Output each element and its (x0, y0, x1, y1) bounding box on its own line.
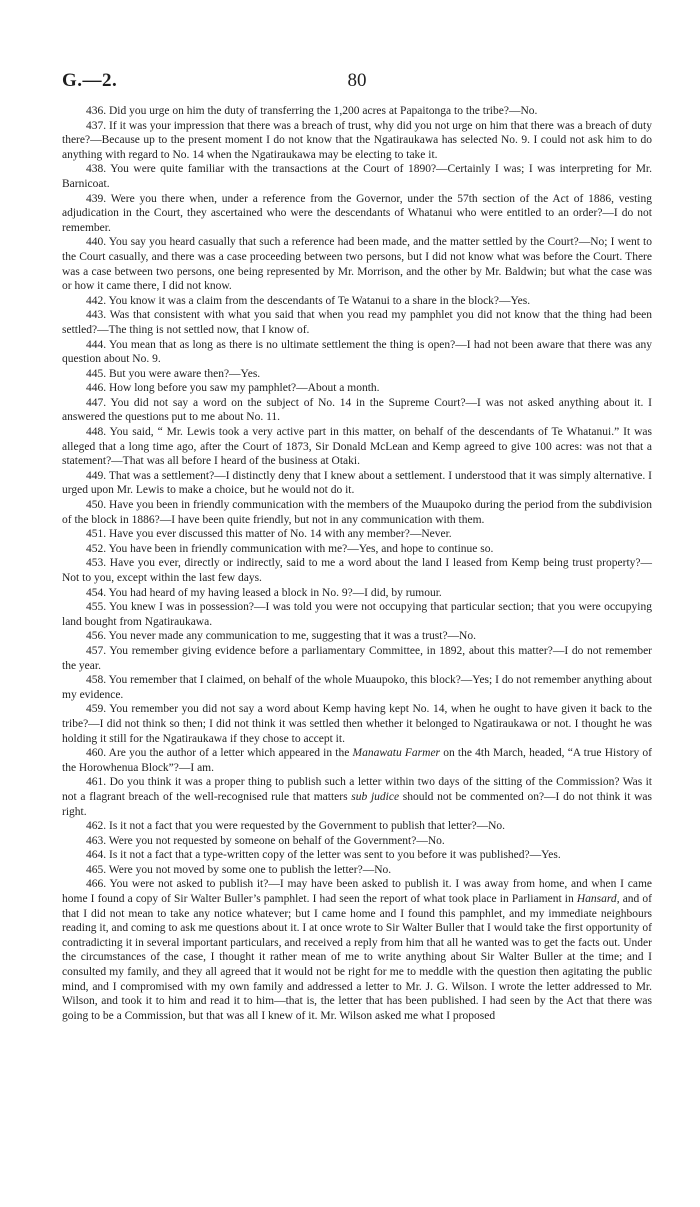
question-answer-paragraph: 461. Do you think it was a proper thing to publish such a letter within two days of the sitting of the Commission? Was it not a flagrant breach of the well-recognised rule that matters sub judice should not be commented on?—I do not think it was right. (62, 776, 652, 818)
question-answer-paragraph: 445. But you were aware then?—Yes. (86, 367, 261, 380)
question-answer-paragraph: 463. Were you not requested by someone on behalf of the Government?—No. (86, 834, 445, 847)
question-answer-paragraph: 436. Did you urge on him the duty of transferring the 1,200 acres at Papaitonga to the tribe?—No. (86, 105, 538, 117)
question-answer-paragraph: 440. You say you heard casually that such a reference had been made, and the matter settled by the Court?—No; I went to the Court casually, and there was a case proceeding between two persons, but I did not know what was before the Court. There was a case between two persons, one being represented by Mr. Morrison, and the other by Mr. Baldwin; but what the case was or how it came there, I did not know. (62, 236, 652, 293)
question-answer-paragraph: 454. You had heard of my having leased a block in No. 9?—I did, by rumour. (86, 586, 442, 599)
question-answer-paragraph: 437. If it was your impression that there was a breach of trust, why did you not urge on him that there was a breach of duty there?—Because up to the present moment I do not know that the Ngatiraukawa has selected No. 9. I could not ask him to do anything with regard to No. 14 when the Ngatiraukawa may be electing to take it. (62, 119, 652, 161)
question-answer-paragraph: 450. Have you been in friendly communication with the members of the Muaupoko during the period from the subdivision of the block in 1886?—I have been quite friendly, but not in any communication with them. (62, 499, 652, 526)
question-answer-paragraph: 458. You remember that I claimed, on behalf of the whole Muaupoko, this block?—Yes; I do not remember anything about my evidence. (62, 674, 652, 701)
question-answer-paragraph: 447. You did not say a word on the subject of No. 14 in the Supreme Court?—I was not asked anything about it. I answered the questions put to me about No. 11. (62, 396, 652, 424)
question-answer-paragraph: 453. Have you ever, directly or indirectly, said to me a word about the land I leased from Kemp being trust property?—Not to you, except within the last few days. (62, 557, 652, 584)
question-answer-paragraph: 460. Are you the author of a letter which appeared in the Manawatu Farmer on the 4th March, headed, “A true History of the Horowhenua Block”?—I am. (62, 747, 652, 774)
question-answer-paragraph: 443. Was that consistent with what you said that when you read my pamphlet you did not know that the thing had been settled?—The thing is not settled now, that I know of. (62, 309, 652, 336)
question-answer-paragraph: 457. You remember giving evidence before a parliamentary Committee, in 1892, about this matter?—I do not remember the year. (62, 644, 652, 672)
question-answer-paragraph: 466. You were not asked to publish it?—I may have been asked to publish it. I was away from home, and when I came home I found a copy of Sir Walter Buller’s pamphlet. I had seen the report of what took place in Parliament in Hansard, and of that I did not mean to take any notice whatever; but I came home and I found this pamphlet, and my immediate neighbours reading it, and coming to ask me questions about it. I at once wrote to Sir Walter Buller that I would take the first opportunity of contradicting it in several important particulars, and received a reply from him that all he wanted was to get the facts out. Under the circumstances of the case, I thought it rather mean of me to write anything about Sir Walter Buller at the time; and I consulted my family, and they all agreed that it would not be right for me to meddle with the question then agitating the public mind, and I compromised with my own family and addressed a letter to Mr. J. G. Wilson. I wrote the letter addressed to Mr. Wilson, and took it to him and read it to him—that is, the letter that has been published. I had seen by the Act that there was going to be a Commission, but that was all I knew of it. Mr. Wilson asked me what I proposed (62, 878, 652, 1022)
question-answer-paragraph: 462. Is it not a fact that you were requested by the Government to publish that letter?—No. (86, 820, 505, 833)
question-answer-paragraph: 451. Have you ever discussed this matter of No. 14 with any member?—Never. (86, 528, 452, 541)
question-answer-paragraph: 456. You never made any communication to me, suggesting that it was a trust?—No. (86, 630, 476, 643)
question-answer-paragraph: 464. Is it not a fact that a type-written copy of the letter was sent to you before it was published?—Yes. (86, 849, 561, 862)
body-text (62, 104, 652, 1023)
page-header (62, 70, 652, 94)
question-answer-paragraph: 439. Were you there when, under a reference from the Governor, under the 57th section of the Act of 1886, vesting adjudication in the Court, they ascertained who were the descendants of Whatanui who were entitled to an order?—I do not remember. (62, 192, 652, 234)
question-answer-paragraph: 449. That was a settlement?—I distinctly deny that I knew about a settlement. I understood that it was simply alternative. I urged upon Mr. Lewis to make a choice, but he would not do it. (62, 469, 652, 497)
question-answer-paragraph: 455. You knew I was in possession?—I was told you were not occupying that particular section; that you were occupying land bought from Ngatiraukawa. (62, 601, 652, 628)
question-answer-paragraph: 452. You have been in friendly communication with me?—Yes, and hope to continue so. (86, 542, 494, 555)
question-answer-paragraph: 459. You remember you did not say a word about Kemp having kept No. 14, when he ought to have given it back to the tribe?—I did not think so then; I did not think it was settled then whether it belonged to Ngatiraukawa or not. I thought he was holding it still for the Ngatiraukawa if they chose to accept it. (62, 703, 652, 745)
question-answer-paragraph: 446. How long before you saw my pamphlet?—About a month. (86, 382, 380, 395)
question-answer-paragraph: 442. You know it was a claim from the descendants of Te Watanui to a share in the block?—Yes. (86, 294, 531, 307)
question-answer-paragraph: 448. You said, “ Mr. Lewis took a very active part in this matter, on behalf of the descendants of Te Whatanui.” It was alleged that a long time ago, after the Court of 1873, Sir Donald McLean and Kemp agreed to give 100 acres: was not that a statement?—That was all before I heard of the business at Otaki. (62, 426, 652, 468)
question-answer-paragraph: 444. You mean that as long as there is no ultimate settlement the thing is open?—I had not been aware that there was any question about No. 9. (62, 338, 652, 366)
section-reference: G.—2. (62, 70, 118, 91)
page-number: 80 (347, 70, 367, 91)
question-answer-paragraph: 465. Were you not moved by some one to publish the letter?—No. (86, 863, 392, 876)
question-answer-paragraph: 438. You were quite familiar with the transactions at the Court of 1890?—Certainly I was; I was interpreting for Mr. Barnicoat. (62, 163, 652, 190)
